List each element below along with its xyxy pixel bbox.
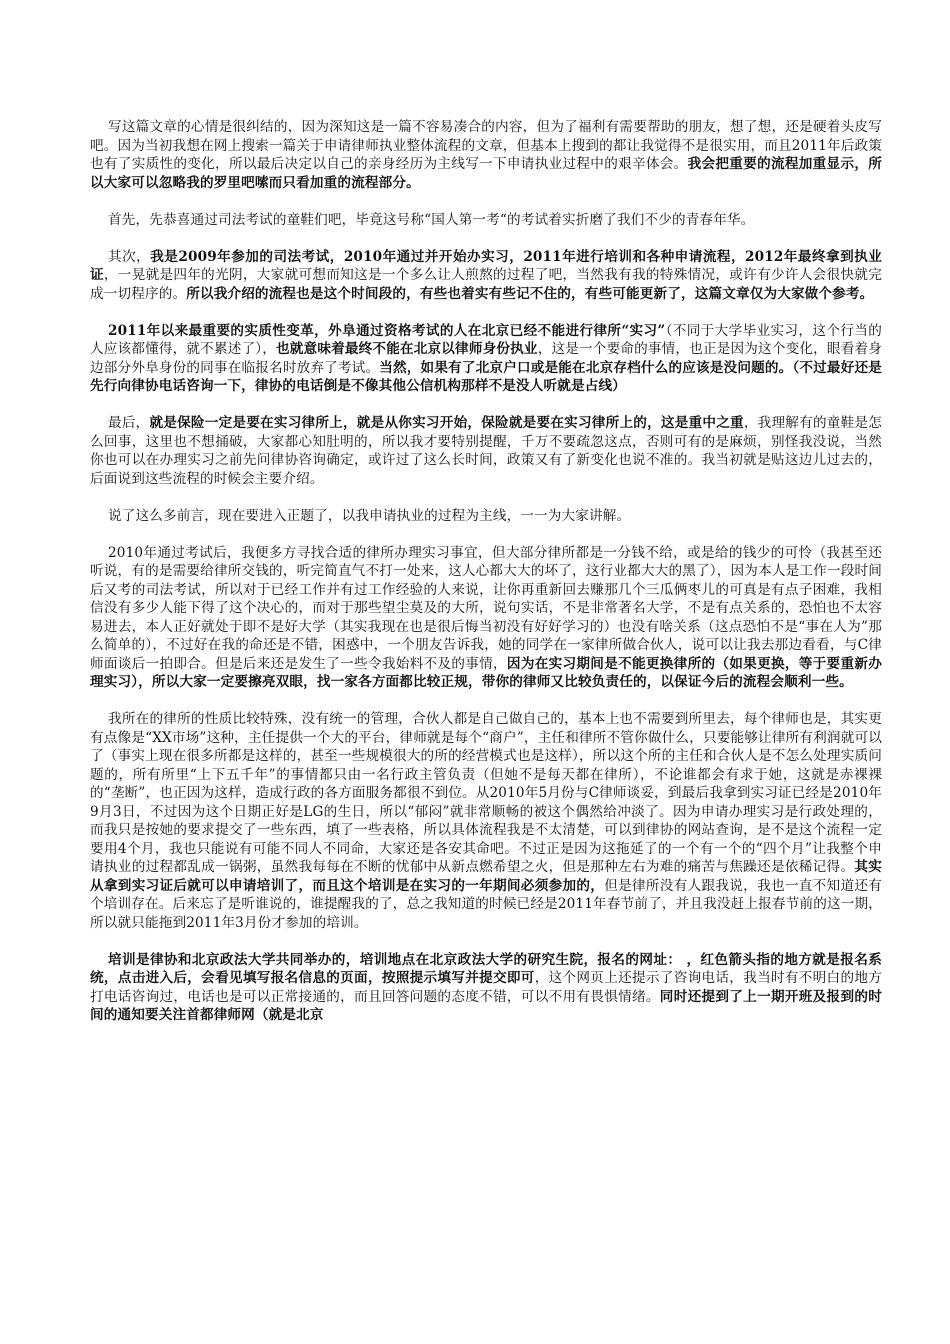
paragraph-law-firm bbox=[90, 710, 882, 932]
text-run: （不同于大学毕业实习，这个行当的人应该都懂得，就不累述了）， bbox=[90, 322, 882, 357]
text-run-bold: 也就意味着最终不能在北京以律师身份执业 bbox=[276, 341, 538, 357]
text-run-bold: 其实从拿到实习证后就可以申请培训了，而且这个培训是在实习的一年期间必须参加的， bbox=[90, 859, 882, 894]
text-run: 其次， bbox=[108, 248, 151, 265]
text-run: ，这是一个要命的事情，也正是因为这个变化，眼看着身边部分外阜身份的同事在临报名时放弃了考试。 bbox=[90, 341, 882, 376]
text-run: 说了这么多前言，现在要进入正题了，以我申请执业的过程为主线，一一为大家讲解。 bbox=[108, 507, 631, 524]
paragraph-training bbox=[90, 951, 882, 1025]
text-run-bold: 培训是律协和北京政法大学共同举办的，培训地点在北京政法大学的研究生院，报名的网址： ，红色箭头指的地方就是报名系统，点击进入后，会看见填写报名信息的页面，按照提示填写并提交即可 bbox=[90, 951, 882, 986]
text-run: 但是律所没有人跟我说，我也一直不知道还有个培训存在。后来忘了是听谁说的，谁提醒我的了，总之我知道的时候已经是2011年春节前了，并且我没赶上报春节前的这一期，所以就只能拖到2011年3月份才参加的培训。 bbox=[90, 877, 882, 931]
paragraph-insurance bbox=[90, 414, 882, 488]
text-run: 2010年通过考试后，我便多方寻找合适的律所办理实习事宜，但大部分律所都是一分钱不给，或是给的钱少的可怜（我甚至还听说，有的是需要给律所交钱的，听完简直气不打一处来，这人心都大大的坏了，这行业都大大的黑了），因为本人是工作一段时间后又考的司法考试，所以对于已经工作并有过工作经验的人来说，让你再重新回去赚那几个三瓜俩枣儿的可真是有点子困难，我相信没有多少人能下得了这个决心的，而对于那些望尘莫及的大所，说句实话，不是非常著名大学，不是有点关系的，恐怕也不太容易进去，本人正好就处于即不是好大学（其实我现在也是很后悔当初没有好好学习的）也没有啥关系（这点恐怕不是“事在人为”那么简单的），不过好在我的命还是不错，困惑中，一个朋友告诉我，她的同学在一家律所做合伙人，说可以让我去那边看看，与C律师面谈后一拍即合。但是后来还是发生了一些令我始料不及的事情， bbox=[90, 544, 882, 672]
text-run: ，这个网页上还提示了咨询电话，我当时有不明白的地方打电话咨询过，电话也是可以正常接通的，而且回答问题的态度不错，可以不用有畏惧情绪。 bbox=[90, 970, 882, 1005]
text-run: 写这篇文章的心情是很纠结的，因为深知这是一篇不容易凑合的内容，但为了福利有需要帮助的朋友，想了想，还是硬着头皮写吧。因为当初我想在网上搜索一篇关于申请律师执业整体流程的文章，但基本上搜到的都让我觉得不是很实用，而且2011年后政策也有了实质性的变化，所以最后决定以自己的亲身经历为主线写一下申请执业过程中的艰辛体会。 bbox=[90, 119, 882, 172]
text-run: 首先，先恭喜通过司法考试的童鞋们吧，毕竟这号称“国人第一考“的考试着实折磨了我们不少的青春年华。 bbox=[108, 211, 755, 228]
text-run: 最后， bbox=[108, 415, 150, 431]
paragraph-intro bbox=[90, 118, 882, 192]
paragraph-policy-change bbox=[90, 322, 882, 396]
text-run-bold: 我是2009年参加的司法考试，2010年通过并开始办实习，2011年进行培训和各种申请流程，2012年最终拿到执业证 bbox=[90, 248, 883, 283]
text-run-bold: 我会把重要的流程加重显示，所以大家可以忽略我的罗里吧嗦而只看加重的流程部分。 bbox=[90, 156, 882, 191]
paragraph-transition bbox=[90, 507, 882, 526]
text-run-bold: 因为在实习期间是不能更换律所的（如果更换，等于要重新办理实习），所以大家一定要擦亮双眼，找一家各方面都比较正规，带你的律师又比较负责任的，以保证今后的流程会顺利一些。 bbox=[90, 655, 882, 690]
text-run-bold: 就是保险一定是要在实习律所上，就是从你实习开始，保险就是要在实习律所上的，这是重中之重 bbox=[149, 415, 744, 431]
text-run-bold: 2011年以来最重要的实质性变革，外阜通过资格考试的人在北京已经不能进行律所“实习” bbox=[108, 322, 666, 339]
document-page bbox=[90, 118, 882, 1025]
paragraph-timeline bbox=[90, 248, 882, 304]
text-run-bold: 当然，如果有了北京户口或是能在北京存档什么的应该是没问题的。（不过最好还是先行向律协电话咨询一下，律协的电话倒是不像其他公信机构那样不是没人听就是占线） bbox=[90, 359, 882, 394]
text-run: ，我理解有的童鞋是怎么回事，这里也不想捅破，大家都心知肚明的，所以我才要特别提醒，千万不要疏忽这点，否则可有的是麻烦，别怪我没说，当然你也可以在办理实习之前先问律协咨询确定，或许过了这么长时间，政策又有了新变化也说不准的。我当初就是贴这边儿过去的，后面说到这些流程的时候会主要介绍。 bbox=[90, 415, 882, 487]
text-run: 我所在的律所的性质比较特殊，没有统一的管理，合伙人都是自己做自己的，基本上也不需要到所里去，每个律师也是，其实更有点像是“XX市场”这种，主任提供一个大的平台，律师就是每个“商户”，主任和律所不管你做什么，只要能够让律所有利润就可以了（事实上现在很多所都是这样的，甚至一些规模很大的所的经营模式也是这样），所以这个所的主任和合伙人是不怎么处理实质问题的，所有所里“上下五千年”的事情都只由一名行政主管负责（但她不是每天都在律所），不论谁都会有求于她，这就是赤裸裸的“垄断”，也正因为这样，造成行政的各方面服务都很不到位。从2010年5月份与C律师谈妥，到最后我拿到实习证已经是2010年9月3日，不过因为这个日期正好是LG的生日，所以“郁闷”就非常顺畅的被这个偶然给冲淡了。因为申请办理实习是行政处理的，而我只是按她的要求提交了一些东西，填了一些表格，所以具体流程我是不太清楚，可以到律协的网站查询，是不是这个流程一定要用4个月，我也只能说有可能不同人不同命，大家还是各安其命吧。不过正是因为这拖延了的一个有一个的“四个月”让我整个申请执业的过程都乱成一锅粥，虽然我每每在不断的忧郁中从新点燃希望之火，但是那种左右为难的痛苦与焦躁还是依稀记得。 bbox=[90, 711, 882, 875]
text-run: ，一晃就是四年的光阴，大家就可想而知这是一个多么让人煎熬的过程了吧，当然我有我的特殊情况，或许有少许人会很快就完成一切程序的。 bbox=[90, 267, 882, 302]
paragraph-internship-search bbox=[90, 544, 882, 692]
text-run-bold: 同时还提到了上一期开班及报到的时间的通知要关注首都律师网（就是北京 bbox=[90, 988, 882, 1023]
text-run-bold: 所以我介绍的流程也是这个时间段的，有些也着实有些记不住的，有些可能更新了，这篇文章仅为大家做个参考。 bbox=[186, 285, 874, 302]
paragraph-congrats bbox=[90, 211, 882, 230]
